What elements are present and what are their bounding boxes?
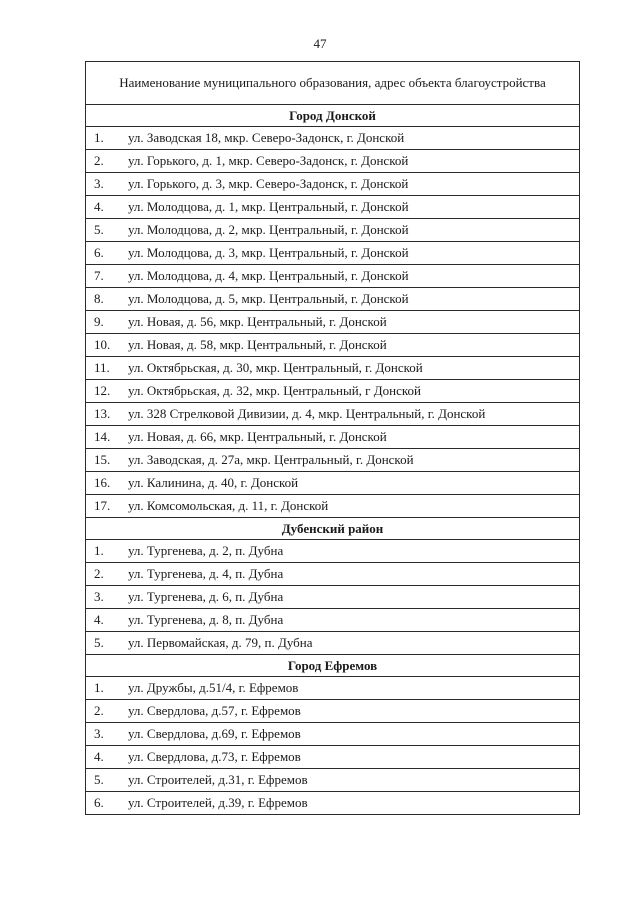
section-header-row [86,518,580,540]
row-address: ул. Октябрьская, д. 30, мкр. Центральный, г. Донской [124,357,580,380]
row-address: ул. Свердлова, д.73, г. Ефремов [124,746,580,769]
row-number: 4. [86,196,125,219]
row-number: 2. [86,563,125,586]
table-row [86,449,580,472]
row-number: 3. [86,173,125,196]
row-address: ул. 328 Стрелковой Дивизии, д. 4, мкр. Центральный, г. Донской [124,403,580,426]
table-row [86,334,580,357]
row-address: ул. Заводская, д. 27а, мкр. Центральный, г. Донской [124,449,580,472]
row-address: ул. Свердлова, д.69, г. Ефремов [124,723,580,746]
row-address: ул. Тургенева, д. 8, п. Дубна [124,609,580,632]
row-number: 16. [86,472,125,495]
row-address: ул. Тургенева, д. 6, п. Дубна [124,586,580,609]
row-number: 3. [86,586,125,609]
table-row [86,586,580,609]
row-number: 11. [86,357,125,380]
row-number: 4. [86,609,125,632]
table-row [86,288,580,311]
row-number: 1. [86,677,125,700]
row-number: 10. [86,334,125,357]
row-address: ул. Молодцова, д. 4, мкр. Центральный, г. Донской [124,265,580,288]
table-row [86,746,580,769]
table-row [86,311,580,334]
row-address: ул. Первомайская, д. 79, п. Дубна [124,632,580,655]
table-row [86,472,580,495]
row-address: ул. Новая, д. 56, мкр. Центральный, г. Донской [124,311,580,334]
row-number: 5. [86,219,125,242]
table-body [86,62,580,815]
table-row [86,196,580,219]
table-row [86,677,580,700]
section-title: Город Ефремов [86,655,580,677]
row-number: 6. [86,792,125,815]
row-address: ул. Горького, д. 1, мкр. Северо-Задонск, г. Донской [124,150,580,173]
table-row [86,426,580,449]
section-title: Дубенский район [86,518,580,540]
page-number: 47 [313,36,327,51]
section-header-row [86,105,580,127]
row-address: ул. Октябрьская, д. 32, мкр. Центральный, г Донской [124,380,580,403]
table-row [86,700,580,723]
table-row [86,380,580,403]
row-address: ул. Молодцова, д. 5, мкр. Центральный, г. Донской [124,288,580,311]
table-row [86,242,580,265]
row-address: ул. Тургенева, д. 2, п. Дубна [124,540,580,563]
row-number: 2. [86,150,125,173]
row-number: 6. [86,242,125,265]
table-row [86,265,580,288]
row-address: ул. Свердлова, д.57, г. Ефремов [124,700,580,723]
row-number: 15. [86,449,125,472]
row-number: 3. [86,723,125,746]
table-row [86,563,580,586]
table-row [86,495,580,518]
table-row [86,769,580,792]
address-table [85,61,580,815]
row-number: 17. [86,495,125,518]
row-address: ул. Калинина, д. 40, г. Донской [124,472,580,495]
table-header-row [86,62,580,105]
row-address: ул. Молодцова, д. 1, мкр. Центральный, г. Донской [124,196,580,219]
row-address: ул. Молодцова, д. 2, мкр. Центральный, г. Донской [124,219,580,242]
row-address: ул. Новая, д. 58, мкр. Центральный, г. Донской [124,334,580,357]
row-address: ул. Комсомольская, д. 11, г. Донской [124,495,580,518]
row-number: 5. [86,632,125,655]
row-address: ул. Строителей, д.31, г. Ефремов [124,769,580,792]
row-number: 8. [86,288,125,311]
row-number: 14. [86,426,125,449]
row-number: 7. [86,265,125,288]
row-number: 1. [86,127,125,150]
row-number: 12. [86,380,125,403]
row-address: ул. Молодцова, д. 3, мкр. Центральный, г. Донской [124,242,580,265]
section-header-row [86,655,580,677]
row-address: ул. Дружбы, д.51/4, г. Ефремов [124,677,580,700]
row-number: 13. [86,403,125,426]
section-title: Город Донской [86,105,580,127]
row-number: 2. [86,700,125,723]
row-address: ул. Новая, д. 66, мкр. Центральный, г. Донской [124,426,580,449]
table-row [86,127,580,150]
row-number: 9. [86,311,125,334]
row-number: 1. [86,540,125,563]
table-row [86,403,580,426]
row-address: ул. Тургенева, д. 4, п. Дубна [124,563,580,586]
table-row [86,792,580,815]
table-row [86,357,580,380]
table-header: Наименование муниципального образования, адрес объекта благоустройства [86,62,580,105]
table-row [86,609,580,632]
row-number: 5. [86,769,125,792]
table-row [86,150,580,173]
table-row [86,173,580,196]
row-address: ул. Заводская 18, мкр. Северо-Задонск, г. Донской [124,127,580,150]
table-row [86,723,580,746]
row-address: ул. Горького, д. 3, мкр. Северо-Задонск, г. Донской [124,173,580,196]
row-address: ул. Строителей, д.39, г. Ефремов [124,792,580,815]
table-row [86,219,580,242]
table-row [86,632,580,655]
table-row [86,540,580,563]
row-number: 4. [86,746,125,769]
